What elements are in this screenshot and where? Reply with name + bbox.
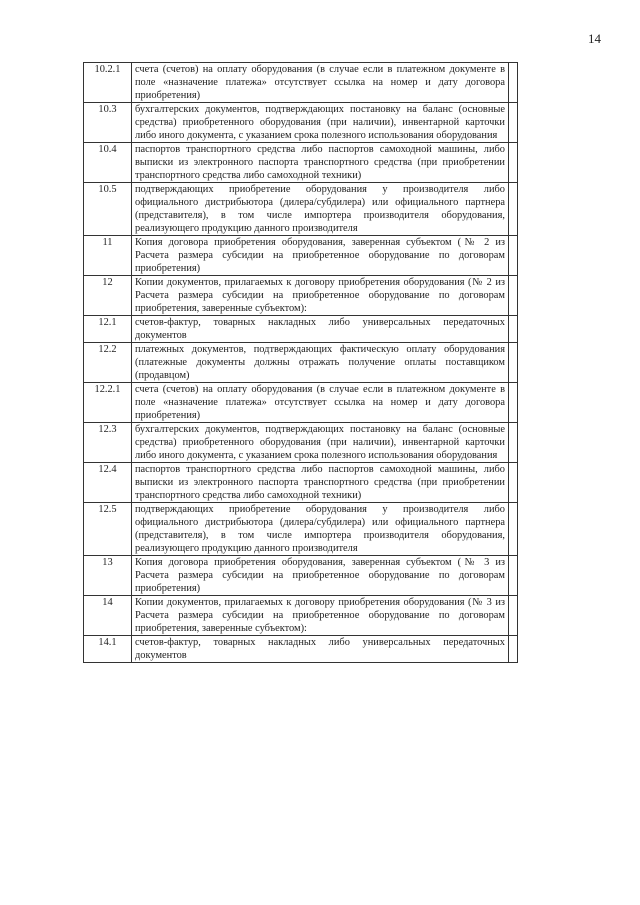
row-text: счета (счетов) на оплату оборудования (в случае если в платежном документе в поле «назначение платежа» отсутствует ссылка на номер и дату договора приобретения) (132, 63, 509, 103)
table-row (84, 316, 518, 343)
table-row (84, 276, 518, 316)
row-text: Копия договора приобретения оборудования, заверенная субъектом (№ 3 из Расчета размера субсидии на приобретенное оборудование по договорам приобретения) (132, 556, 509, 596)
row-text: Копии документов, прилагаемых к договору приобретения оборудования (№ 2 из Расчета размера субсидии на приобретенное оборудование по договорам приобретения, заверенные субъектом): (132, 276, 509, 316)
row-mark-cell (509, 383, 518, 423)
table-row (84, 463, 518, 503)
table-row (84, 183, 518, 236)
row-mark-cell (509, 503, 518, 556)
row-number: 12.5 (84, 503, 132, 556)
row-mark-cell (509, 183, 518, 236)
row-text: подтверждающих приобретение оборудования у производителя либо официального дистрибьютора (дилера/субдилера) или официального партнера (представителя), в том числе импортера производителя оборудования, реализующего продукцию данного производителя (132, 183, 509, 236)
row-mark-cell (509, 236, 518, 276)
row-text: бухгалтерских документов, подтверждающих постановку на баланс (основные средства) приобретенного оборудования (при наличии), инвентарной карточки либо иного документа, с указанием срока полезного использования оборудования (132, 423, 509, 463)
table-row (84, 596, 518, 636)
row-mark-cell (509, 596, 518, 636)
table-row (84, 63, 518, 103)
row-number: 14 (84, 596, 132, 636)
table-row (84, 343, 518, 383)
row-number: 13 (84, 556, 132, 596)
row-number: 10.3 (84, 103, 132, 143)
row-text: счетов-фактур, товарных накладных либо универсальных передаточных документов (132, 316, 509, 343)
row-text: паспортов транспортного средства либо паспортов самоходной машины, либо выписки из электронного паспорта транспортного средства (при приобретении транспортного средства либо самоходной техники) (132, 463, 509, 503)
table-row (84, 556, 518, 596)
row-number: 12.1 (84, 316, 132, 343)
row-number: 10.2.1 (84, 63, 132, 103)
page-number: 14 (588, 31, 601, 46)
row-text: подтверждающих приобретение оборудования у производителя либо официального дистрибьютора (дилера/субдилера) или официального партнера (представителя), в том числе импортера производителя оборудования, реализующего продукцию данного производителя (132, 503, 509, 556)
row-mark-cell (509, 103, 518, 143)
table-row (84, 103, 518, 143)
row-mark-cell (509, 636, 518, 663)
table-row (84, 143, 518, 183)
row-mark-cell (509, 556, 518, 596)
row-mark-cell (509, 423, 518, 463)
documents-table (83, 62, 518, 663)
row-number: 14.1 (84, 636, 132, 663)
row-text: Копии документов, прилагаемых к договору приобретения оборудования (№ 3 из Расчета размера субсидии на приобретенное оборудование по договорам приобретения, заверенные субъектом): (132, 596, 509, 636)
row-number: 12 (84, 276, 132, 316)
row-number: 10.5 (84, 183, 132, 236)
row-mark-cell (509, 463, 518, 503)
row-mark-cell (509, 143, 518, 183)
table-row (84, 383, 518, 423)
row-number: 12.2 (84, 343, 132, 383)
table-row (84, 503, 518, 556)
row-text: бухгалтерских документов, подтверждающих постановку на баланс (основные средства) приобретенного оборудования (при наличии), инвентарной карточки либо иного документа, с указанием срока полезного использования оборудования (132, 103, 509, 143)
row-number: 10.4 (84, 143, 132, 183)
row-text: счетов-фактур, товарных накладных либо универсальных передаточных документов (132, 636, 509, 663)
row-number: 12.4 (84, 463, 132, 503)
row-mark-cell (509, 276, 518, 316)
row-text: счета (счетов) на оплату оборудования (в случае если в платежном документе в поле «назначение платежа» отсутствует ссылка на номер и дату договора приобретения) (132, 383, 509, 423)
table-row (84, 236, 518, 276)
row-mark-cell (509, 316, 518, 343)
row-text: паспортов транспортного средства либо паспортов самоходной машины, либо выписки из электронного паспорта транспортного средства (при приобретении транспортного средства либо самоходной техники) (132, 143, 509, 183)
row-text: платежных документов, подтверждающих фактическую оплату оборудования (платежные документы должны отражать получение оплаты поставщиком (продавцом) (132, 343, 509, 383)
row-mark-cell (509, 63, 518, 103)
row-number: 12.2.1 (84, 383, 132, 423)
table-row (84, 423, 518, 463)
row-text: Копия договора приобретения оборудования, заверенная субъектом (№ 2 из Расчета размера субсидии на приобретенное оборудование по договорам приобретения) (132, 236, 509, 276)
row-mark-cell (509, 343, 518, 383)
table-row (84, 636, 518, 663)
row-number: 11 (84, 236, 132, 276)
row-number: 12.3 (84, 423, 132, 463)
